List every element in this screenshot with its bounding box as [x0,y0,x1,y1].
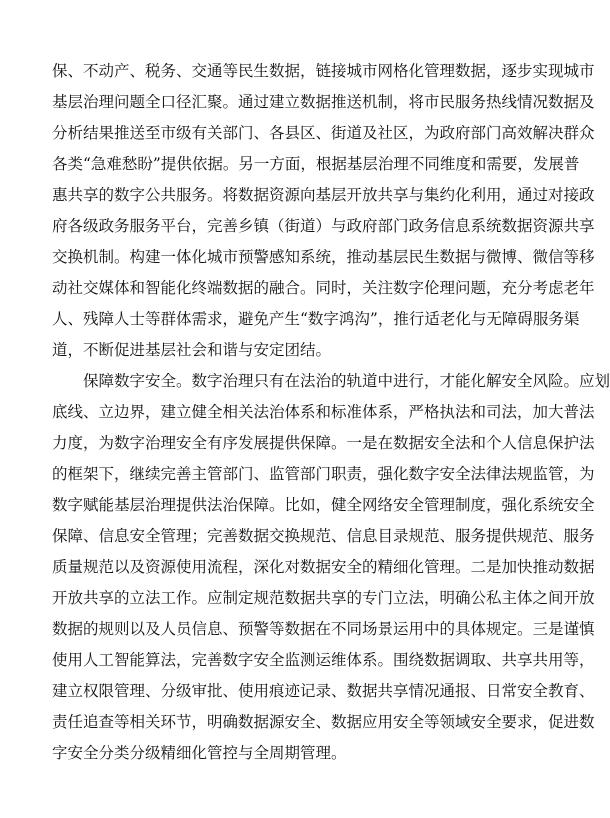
text-line: 底线、立边界，建立健全相关法治体系和标准体系，严格执法和司法，加大普法 [52,403,595,421]
text-line: 道，不断促进基层社会和谐与安定团结。 [52,341,332,359]
text-line: 保障、信息安全管理；完善数据交换规范、信息目录规范、服务提供规范、服务 [52,527,595,545]
text-line: 保、不动产、税务、交通等民生数据，链接城市网格化管理数据，逐步实现城市 [52,62,595,80]
paragraph-2 [52,366,610,769]
text-line: 各类“急难愁盼”提供依据。另一方面，根据基层治理不同维度和需要，发展普 [52,155,580,173]
text-line: 的框架下，继续完善主管部门、监管部门职责，强化数字安全法律法规监管，为 [52,465,595,483]
text-line-first: 保障数字安全。数字治理只有在法治的轨道中进行，才能化解安全风险。应划 [83,372,610,390]
text-line: 交换机制。构建一体化城市预警感知系统，推动基层民生数据与微博、微信等移 [52,248,595,266]
paragraph-1 [52,56,595,366]
text-line: 人、残障人士等群体需求，避免产生“数字鸿沟”，推行适老化与无障碍服务渠 [52,310,580,328]
text-line: 动社交媒体和智能化终端数据的融合。同时，关注数字伦理问题，充分考虑老年 [52,279,595,297]
text-line: 惠共享的数字公共服务。将数据资源向基层开放共享与集约化利用，通过对接政 [52,186,595,204]
text-line: 数字赋能基层治理提供法治保障。比如，健全网络安全管理制度，强化系统安全 [52,496,595,514]
text-line: 责任追查等相关环节，明确数据源安全、数据应用安全等领域安全要求，促进数 [52,713,595,731]
text-line: 分析结果推送至市级有关部门、各县区、街道及社区，为政府部门高效解决群众 [52,124,595,142]
text-line: 建立权限管理、分级审批、使用痕迹记录、数据共享情况通报、日常安全教育、 [52,682,595,700]
document-page [52,56,610,769]
text-line: 使用人工智能算法，完善数字安全监测运维体系。围绕数据调取、共享共用等， [52,651,595,669]
text-line: 府各级政务服务平台，完善乡镇（街道）与政府部门政务信息系统数据资源共享 [52,217,595,235]
text-line: 开放共享的立法工作。应制定规范数据共享的专门立法，明确公私主体之间开放 [52,589,595,607]
text-line: 字安全分类分级精细化管控与全周期管理。 [52,744,347,762]
text-line: 力度，为数字治理安全有序发展提供保障。一是在数据安全法和个人信息保护法 [52,434,595,452]
text-line: 基层治理问题全口径汇聚。通过建立数据推送机制，将市民服务热线情况数据及 [52,93,595,111]
text-line: 数据的规则以及人员信息、预警等数据在不同场景运用中的具体规定。三是谨慎 [52,620,595,638]
text-line: 质量规范以及资源使用流程，深化对数据安全的精细化管理。二是加快推动数据 [52,558,595,576]
